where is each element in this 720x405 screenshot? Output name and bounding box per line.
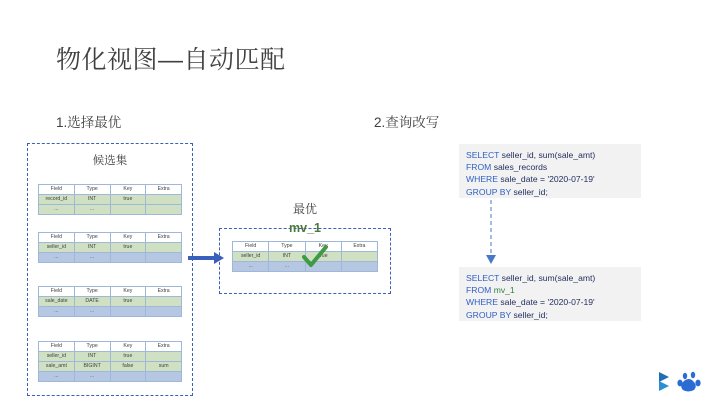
column-header: Type (74, 233, 110, 243)
cell-field: seller_id (233, 252, 269, 262)
column-header: Key (110, 233, 146, 243)
step-1-label: 1.选择最优 (56, 115, 122, 130)
cell-type: INT (74, 195, 110, 205)
column-header: Field (39, 185, 75, 195)
sql-rewritten-query (459, 267, 641, 321)
cell-key: true (110, 352, 146, 362)
cell-field: ... (39, 253, 75, 263)
cell-key: true (110, 297, 146, 307)
column-header: Key (305, 242, 341, 252)
baidu-logo (677, 372, 700, 392)
cell-type: ... (74, 205, 110, 215)
candidate-set-heading: 候选集 (92, 155, 128, 167)
cell-type: DATE (74, 297, 110, 307)
sql-keyword: FROM (466, 285, 492, 296)
cell-key: true (305, 252, 341, 262)
table-row (39, 205, 182, 215)
cell-key: false (110, 362, 146, 372)
sql-line-1 (466, 272, 634, 284)
cell-extra (341, 262, 377, 272)
flink-logo (659, 372, 669, 391)
cell-type: INT (74, 352, 110, 362)
column-header: Key (110, 287, 146, 297)
column-header: Field (233, 242, 269, 252)
sql-line-1 (466, 149, 634, 161)
cell-field: ... (39, 205, 75, 215)
best-match-heading: 最优 (292, 202, 317, 216)
cell-key (110, 372, 146, 382)
step-2-label: 2.查询改写 (374, 115, 440, 130)
candidate-table-2 (38, 232, 182, 263)
cell-key (110, 253, 146, 263)
sql-text: seller_id; (511, 309, 548, 320)
column-header: Extra (146, 185, 182, 195)
sql-original-query (459, 144, 641, 198)
sql-keyword: SELECT (466, 273, 500, 283)
table-row (39, 307, 182, 317)
cell-extra (146, 253, 182, 263)
cell-type: ... (269, 262, 305, 272)
column-header: Extra (341, 242, 377, 252)
sql-keyword: FROM (466, 162, 492, 173)
cell-extra (146, 307, 182, 317)
table-row (39, 297, 182, 307)
logo-group (655, 370, 703, 392)
column-header: Type (74, 342, 110, 352)
sql-line-4 (466, 186, 634, 198)
table-row (39, 372, 182, 382)
cell-extra (146, 372, 182, 382)
cell-extra (146, 195, 182, 205)
cell-extra (146, 243, 182, 253)
table-row (39, 243, 182, 253)
column-header: Extra (146, 233, 182, 243)
column-header: Type (74, 185, 110, 195)
table-row (39, 352, 182, 362)
sql-line-3 (466, 173, 634, 185)
column-header: Field (39, 342, 75, 352)
sql-line-4 (466, 309, 634, 321)
cell-field: record_id (39, 195, 75, 205)
cell-type: INT (74, 243, 110, 253)
cell-type: ... (74, 253, 110, 263)
sql-rewrite-connector (484, 200, 498, 266)
sql-line-2 (466, 161, 634, 173)
sql-text: sales_records (491, 162, 548, 173)
cell-extra (146, 297, 182, 307)
column-header: Extra (146, 287, 182, 297)
cell-type: ... (74, 372, 110, 382)
cell-type: INT (269, 252, 305, 262)
sql-line-2 (466, 284, 634, 296)
cell-type: ... (74, 307, 110, 317)
column-header: Extra (146, 342, 182, 352)
cell-field: ... (233, 262, 269, 272)
check-icon (302, 244, 328, 270)
column-header: Key (110, 185, 146, 195)
candidate-table-3 (38, 286, 182, 317)
candidate-table-4 (38, 341, 182, 382)
cell-key (110, 307, 146, 317)
column-header: Type (269, 242, 305, 252)
sql-keyword: GROUP BY (466, 186, 512, 197)
sql-text: seller_id, sum(sale_amt) (499, 273, 596, 283)
cell-field: sale_date (39, 297, 75, 307)
cell-type: BIGINT (74, 362, 110, 372)
column-header: Key (110, 342, 146, 352)
page-title: 物化视图—自动匹配 (56, 46, 286, 74)
cell-field: sale_amt (39, 362, 75, 372)
table-row (39, 195, 182, 205)
cell-key: true (110, 243, 146, 253)
best-match-name: mv_1 (289, 221, 321, 235)
sql-text: sale_date = '2020-07-19' (498, 297, 595, 308)
cell-field: ... (39, 307, 75, 317)
sql-keyword: WHERE (466, 174, 498, 185)
sql-mv-name: mv_1 (491, 285, 515, 296)
sql-text: sale_date = '2020-07-19' (498, 174, 595, 185)
sql-text: seller_id; (511, 186, 548, 197)
table-row (39, 362, 182, 372)
cell-field: seller_id (39, 243, 75, 253)
sql-keyword: GROUP BY (466, 309, 512, 320)
cell-extra (146, 205, 182, 215)
cell-extra: sum (146, 362, 182, 372)
cell-extra (341, 252, 377, 262)
table-row (39, 253, 182, 263)
cell-key (110, 205, 146, 215)
cell-extra (146, 352, 182, 362)
sql-keyword: SELECT (466, 150, 500, 160)
cell-key: true (110, 195, 146, 205)
cell-field: ... (39, 372, 75, 382)
cell-field: seller_id (39, 352, 75, 362)
column-header: Field (39, 233, 75, 243)
sql-keyword: WHERE (466, 297, 498, 308)
sql-text: seller_id, sum(sale_amt) (499, 150, 596, 160)
sql-line-3 (466, 296, 634, 308)
column-header: Field (39, 287, 75, 297)
candidate-table-1 (38, 184, 182, 215)
column-header: Type (74, 287, 110, 297)
